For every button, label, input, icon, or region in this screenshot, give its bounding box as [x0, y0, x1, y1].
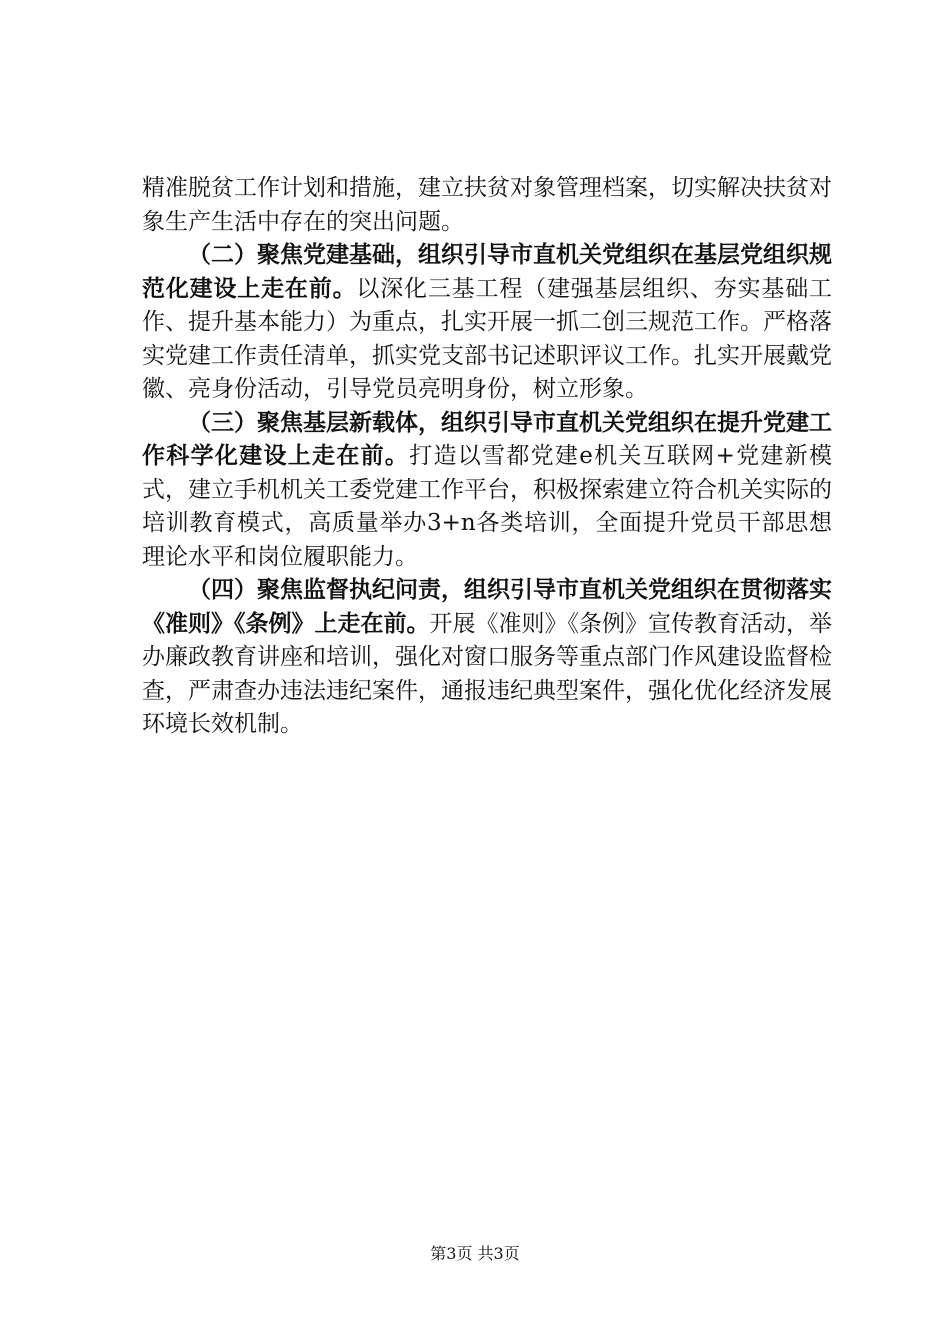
- paragraph-heading: （三）聚焦基层新载体，组织引导市直机关党组织在提升党建工作科学化建设上走在前。: [142, 409, 832, 469]
- paragraph-section-3: [142, 407, 832, 575]
- document-body: [142, 172, 832, 742]
- paragraph-text: 以深化三基工程（建强基层组织、夯实基础工作、提升基本能力）为重点，扎实开展一抓二创三规范工作。严格落实党建工作责任清单，抓实党支部书记述职评议工作。扎实开展戴党徽、亮身份活动，引导党员亮明身份，树立形象。: [142, 275, 833, 402]
- paragraph-continuation: [142, 172, 832, 239]
- paragraph-text: 精准脱贫工作计划和措施，建立扶贫对象管理档案，切实解决扶贫对象生产生活中存在的突出问题。: [142, 175, 832, 235]
- paragraph-heading: （二）聚焦党建基础，组织引导市直机关党组织在基层党组织规范化建设上走在前。: [142, 242, 832, 302]
- paragraph-text: 打造以雪都党建e机关互联网+党建新模式，建立手机机关工委党建工作平台，积极探索建立符合机关实际的培训教育模式，高质量举办3+n各类培训，全面提升党员干部思想理论水平和岗位履职能力。: [142, 443, 832, 570]
- page-footer: [0, 1244, 950, 1264]
- paragraph-heading: （四）聚焦监督执纪问责，组织引导市直机关党组织在贯彻落实《准则》《条例》上走在前。: [142, 577, 832, 637]
- page-number-label: 第3页 共3页: [430, 1244, 520, 1263]
- paragraph-section-2: [142, 239, 832, 407]
- paragraph-section-4: [142, 574, 832, 742]
- paragraph-text: 开展《准则》《条例》宣传教育活动，举办廉政教育讲座和培训，强化对窗口服务等重点部门作风建设监督检查，严肃查办违法违纪案件，通报违纪典型案件，强化优化经济发展环境长效机制。: [142, 610, 832, 737]
